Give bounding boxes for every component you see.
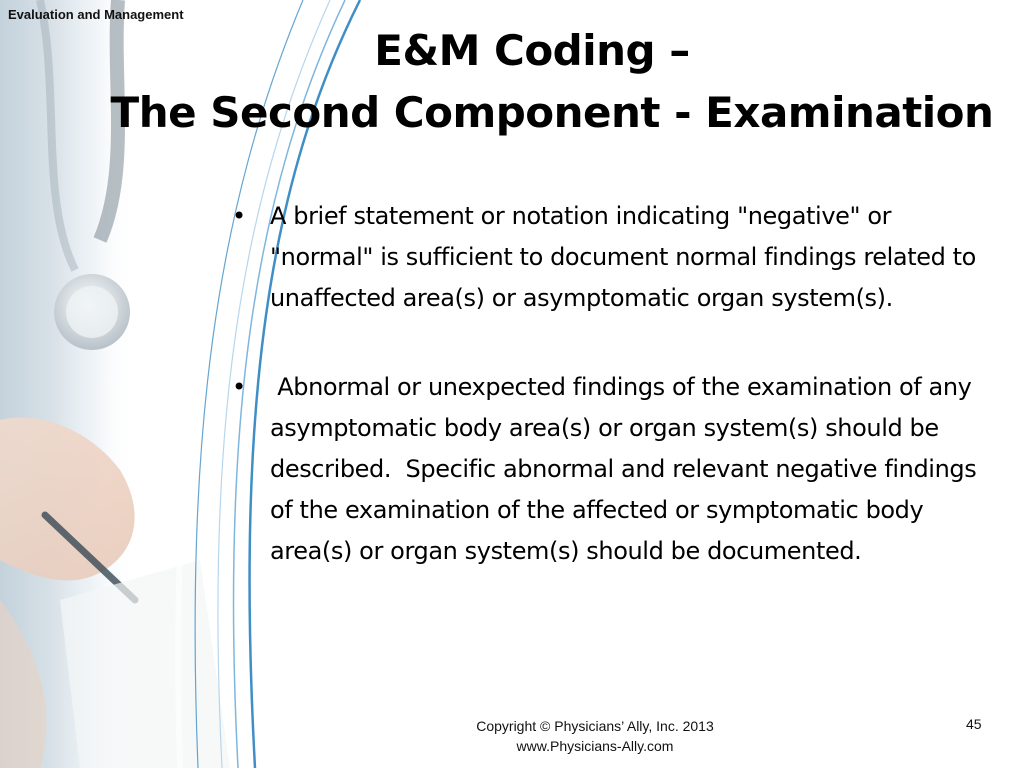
- bullet-marker: •: [232, 373, 246, 401]
- bullet-marker: •: [232, 202, 246, 230]
- bullet-list: [232, 196, 992, 572]
- bullet-item: [232, 196, 992, 319]
- slide-title: [40, 20, 1024, 144]
- bullet-text: Abnormal or unexpected findings of the examination of any asymptomatic body area(s) or organ system(s) should be described. Specific abnormal and relevant negative findings of the examination of the affected or symptomatic body area(s) or organ system(s) should be documented.: [270, 373, 984, 565]
- website-link[interactable]: www.Physicians-Ally.com: [516, 738, 674, 754]
- bullet-text: A brief statement or notation indicating "negative" or "normal" is sufficient to document normal findings related to unaffected area(s) or asymptomatic organ system(s).: [270, 202, 976, 312]
- page-number: 45: [966, 716, 982, 732]
- footer: [430, 716, 760, 756]
- title-line-1: E&M Coding –: [374, 26, 690, 75]
- bullet-item: [232, 367, 992, 572]
- copyright-text: Copyright © Physicians’ Ally, Inc. 2013: [476, 718, 714, 734]
- title-line-2: The Second Component - Examination: [110, 88, 994, 137]
- section-label: Evaluation and Management: [8, 7, 184, 22]
